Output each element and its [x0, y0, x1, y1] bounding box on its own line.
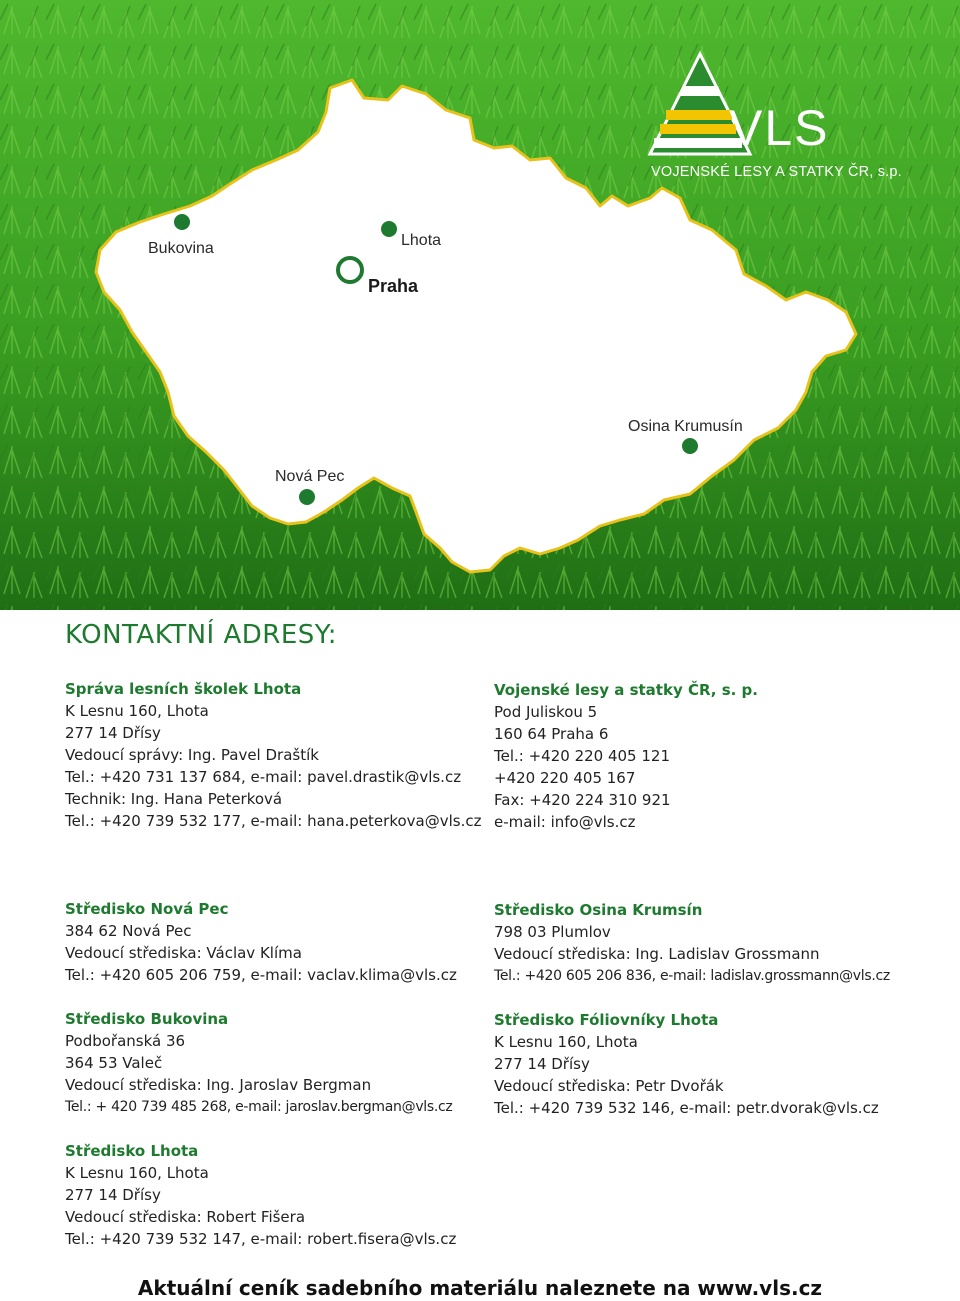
block-line: 277 14 Dřísy	[65, 1186, 161, 1204]
block-line: e-mail: info@vls.cz	[494, 813, 636, 831]
marker-praha	[338, 258, 362, 282]
block-title: Vojenské lesy a statky ČR, s. p.	[494, 681, 758, 699]
contact-block-bukovina	[65, 1008, 453, 1118]
marker-lhota	[381, 221, 397, 237]
block-title: Středisko Nová Pec	[65, 900, 229, 918]
block-line: Tel.: +420 731 137 684, e-mail: pavel.drastik@vls.cz	[65, 768, 462, 786]
block-line: Tel.: +420 220 405 121	[494, 747, 670, 765]
block-line: Pod Juliskou 5	[494, 703, 598, 721]
forest-map-illustration	[0, 0, 960, 610]
marker-novapec	[299, 489, 315, 505]
block-line: 364 53 Valeč	[65, 1054, 163, 1072]
contact-block-lhota	[65, 1140, 456, 1250]
map-label-bukovina: Bukovina	[148, 240, 214, 257]
block-title: Středisko Bukovina	[65, 1010, 229, 1028]
map-label-lhota: Lhota	[401, 232, 442, 249]
map-label-novapec: Nová Pec	[275, 468, 345, 485]
block-line: Tel.: +420 739 532 177, e-mail: hana.peterkova@vls.cz	[65, 812, 482, 830]
logo-subtitle: VOJENSKÉ LESY A STATKY ČR, s.p.	[651, 164, 902, 180]
block-line: Tel.: +420 739 532 146, e-mail: petr.dvorak@vls.cz	[494, 1099, 879, 1117]
block-line: 384 62 Nová Pec	[65, 922, 192, 940]
contact-block-foliovniky	[494, 1009, 879, 1119]
block-line: Vedoucí střediska: Petr Dvořák	[494, 1077, 724, 1095]
block-title: Správa lesních školek Lhota	[65, 680, 302, 698]
block-line: Tel.: +420 739 532 147, e-mail: robert.fisera@vls.cz	[65, 1230, 457, 1248]
map-label-praha: Praha	[368, 276, 419, 296]
block-line: 798 03 Plumlov	[494, 923, 611, 941]
contact-block-hq	[494, 679, 758, 833]
block-title: Středisko Osina Krumsín	[494, 901, 703, 919]
block-title: Středisko Lhota	[65, 1142, 199, 1160]
logo-brand: VLS	[729, 100, 830, 156]
block-line: Vedoucí střediska: Václav Klíma	[65, 944, 302, 962]
block-line: +420 220 405 167	[494, 769, 636, 787]
block-line: Vedoucí střediska: Robert Fišera	[65, 1208, 306, 1226]
block-line: 277 14 Dřísy	[494, 1055, 590, 1073]
contact-block-novapec	[65, 898, 457, 986]
block-title: Středisko Fóliovníky Lhota	[494, 1011, 719, 1029]
block-line: Podbořanská 36	[65, 1032, 186, 1050]
block-line: K Lesnu 160, Lhota	[65, 702, 209, 720]
block-line: Tel.: +420 605 206 759, e-mail: vaclav.klima@vls.cz	[65, 966, 457, 984]
contacts-heading: KONTAKTNÍ ADRESY:	[65, 620, 337, 650]
marker-osina	[682, 438, 698, 454]
block-line: 277 14 Dřísy	[65, 724, 161, 742]
marker-bukovina	[174, 214, 190, 230]
contact-block-osina	[494, 899, 890, 987]
block-line: Vedoucí střediska: Ing. Jaroslav Bergman	[65, 1076, 372, 1094]
block-line: 160 64 Praha 6	[494, 725, 609, 743]
block-line: Tel.: +420 605 206 836, e-mail: ladislav.grossmann@vls.cz	[494, 968, 890, 984]
block-line: Vedoucí střediska: Ing. Ladislav Grossmann	[494, 945, 820, 963]
hero-banner	[0, 0, 960, 610]
block-line: Tel.: + 420 739 485 268, e-mail: jaroslav.bergman@vls.cz	[65, 1099, 453, 1115]
map-label-osina: Osina Krumusín	[628, 418, 743, 435]
block-line: Fax: +420 224 310 921	[494, 791, 671, 809]
block-line: K Lesnu 160, Lhota	[494, 1033, 638, 1051]
block-line: K Lesnu 160, Lhota	[65, 1164, 209, 1182]
block-line: Technik: Ing. Hana Peterková	[65, 790, 283, 808]
contact-block-skolek	[65, 678, 481, 832]
footer-note: Aktuální ceník sadebního materiálu naleznete na www.vls.cz	[137, 1276, 823, 1300]
block-line: Vedoucí správy: Ing. Pavel Draštík	[65, 746, 319, 764]
